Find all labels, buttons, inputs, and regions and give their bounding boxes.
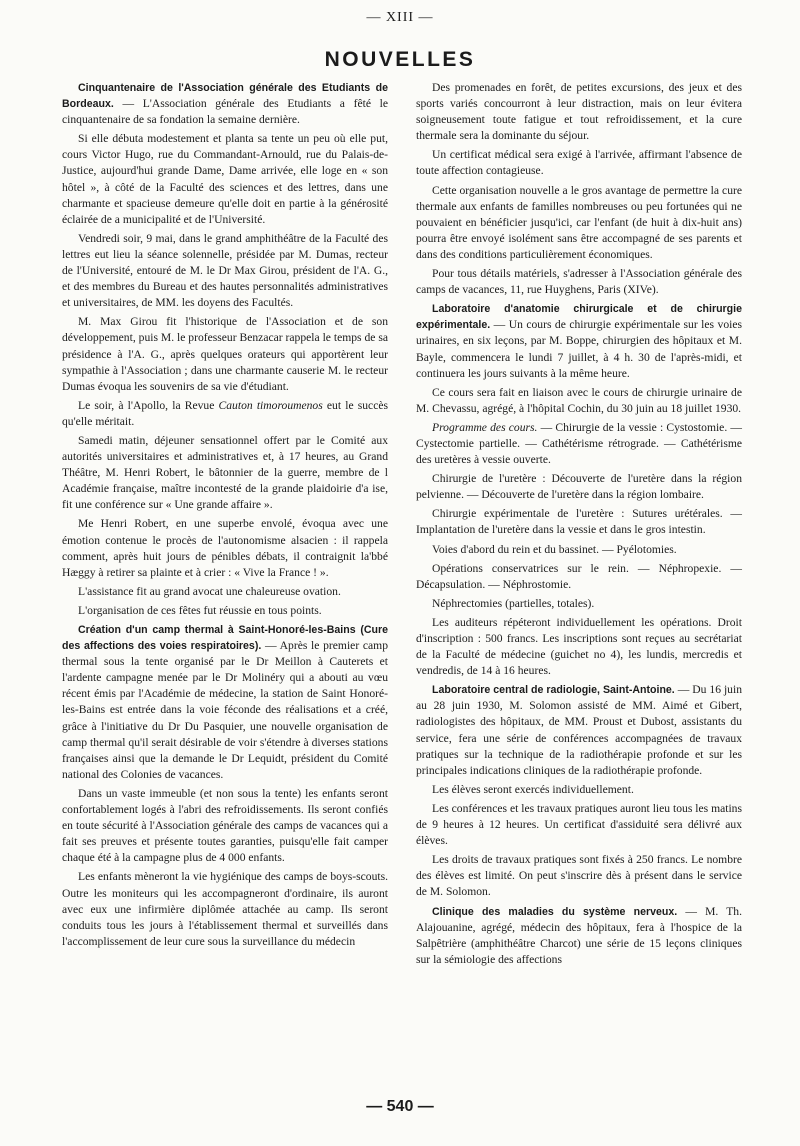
paragraph-text: — L'Association générale des Etudiants a fêté le cinquantenaire de sa fondation la semaine dernière. — [62, 97, 388, 127]
paragraph: Cette organisation nouvelle a le gros avantage de permettre la cure thermale aux enfants de familles nombreuses ou peu fortunées qui ne pouvaient en bénéficier jusqu'ici, car l'enfant (de huit à dix-huit ans) pourra être envoyé isolément sans être accompagné de ses parents et dans des conditions particulièrement économiques. — [416, 183, 742, 261]
paragraph: L'organisation de ces fêtes fut réussie en tous points. — [78, 603, 322, 617]
news-item-laboratoire-anatomie — [416, 301, 742, 381]
paragraph: Un certificat médical sera exigé à l'arrivée, affirmant l'absence de toute affection contagieuse. — [416, 148, 742, 178]
paragraph: Chirurgie de l'uretère : Découverte de l'uretère dans la région pelvienne. — Découverte de l'uretère dans la région lombaire. — [416, 472, 742, 502]
paragraph: Me Henri Robert, en une superbe envolé, évoqua avec une émotion contenue le procès de l'autonomisme alsacien : il rappela comment, après huit jours de pénibles débats, il contraignit la'bbé Hæggy à retirer sa plainte et à crier : « Vive la France ! ». — [62, 517, 388, 579]
paragraph: Les droits de travaux pratiques sont fixés à 250 francs. Le nombre des élèves est limité. On peut s'inscrire dès à présent dans le service de M. Solomon. — [416, 853, 742, 899]
paragraph: Voies d'abord du rein et du bassinet. — Pyélotomies. — [432, 542, 677, 556]
paragraph: L'assistance fit au grand avocat une chaleureuse ovation. — [78, 584, 341, 598]
news-item-clinique-nerveux — [416, 904, 742, 968]
paragraph: Chirurgie expérimentale de l'uretère : Sutures urétérales. — Implantation de l'uretère dans la vessie et dans le gros intestin. — [416, 507, 742, 537]
paragraph-text: — Du 16 juin au 28 juin 1930, M. Solomon assisté de MM. Aimé et Gibert, radiologistes des hôpitaux, de MM. Proust et Dubost, assistants du service, fera une série de conférences accompagnées de travaux pratiques sur la technique de la radiothérapie profonde et sur les principales indications cliniques de la radiothérapie profonde. — [416, 683, 742, 777]
news-heading: Laboratoire d'anatomie chirurgicale et de chirurgie expérimentale. — [416, 303, 742, 332]
paragraph: Les élèves seront exercés individuellement. — [432, 782, 634, 796]
paragraph: Des promenades en forêt, de petites excursions, des jeux et des sports variés concourront à leur distraction, mais on leur évitera soigneusement toute fatigue et tout refroidissement, et la cure thermale sera la dominante du séjour. — [416, 81, 742, 143]
roman-page-number: — XIII — — [366, 10, 434, 25]
paragraph: Dans un vaste immeuble (et non sous la tente) les enfants seront confortablement logés à l'abri des refroidissements. Ils seront confiés en toute sécurité à l'Association générale des camps de vacances qui a fait ses preuves et présente toutes garanties, puisqu'elle fait camper chaque été à la campagne plus de 4 000 enfants. — [62, 786, 388, 865]
news-heading: Laboratoire central de radiologie, Saint-Antoine. — [432, 684, 675, 697]
paragraph: Samedi matin, déjeuner sensationnel offert par le Comité aux autorités universitaires et administratives et, à 17 heures, au Grand Théâtre, M. Henri Robert, le bâtonnier de la guerre, membre de l Académie française, maître incontesté de la grande plaidoirie d'a ise, fit une conférence sur « Une grande affaire ». — [62, 433, 388, 512]
paragraph: Ce cours sera fait en liaison avec le cours de chirurgie urinaire de M. Chevassu, agrégé, à l'hôpital Cochin, du 30 juin au 18 juillet 1930. — [416, 385, 742, 415]
paragraph-text: — Chirurgie de la vessie : Cystostomie. — Cystectomie partielle. — Cathétérisme rétrograde. — Cathétérisme des uretères à vessie ouverte. — [416, 420, 742, 467]
paragraph-text: — M. Th. Alajouanine, agrégé, médecin des hôpitaux, fera à l'hospice de la Salpêtrière (amphithéâtre Charcot) une série de 15 leçons cliniques sur la sémiologie des affections — [416, 904, 742, 966]
paragraph-text: eut le succès qu'elle méritait. — [62, 398, 389, 428]
news-heading: Création d'un camp thermal à Saint-Honoré-les-Bains (Cure des affections des voies respiratoires). — [62, 624, 388, 653]
news-item-bordeaux — [62, 80, 388, 128]
paragraph — [416, 420, 742, 468]
paragraph: Pour tous détails matériels, s'adresser à l'Association générale des camps de vacances, 11, rue Huyghens, Paris (XIVe). — [416, 267, 742, 297]
paragraph-text: Le soir, à l'Apollo, la Revue — [78, 398, 219, 412]
paragraph: M. Max Girou fit l'historique de l'Association et de son développement, puis M. le professeur Benzacar rappela le temps de sa présidence à l'A. G., après quelques orateurs qui apportèrent leur sympathie à l'Association ; dans une charmante causerie M. le recteur Dumas évoqua les souvenirs de sa vie d'étudiant. — [62, 315, 388, 393]
paragraph: Si elle débuta modestement et planta sa tente un peu où elle put, cours Victor Hugo, rue du Commandant-Arnould, rue du Palais-de-Justice, aujourd'hui grande Dame, Dame arrivée, elle loge en « son hôtel », à côté de la Faculté des sciences et des lettres, dans une charmante et spacieuse demeure qu'elle doit en partie à la générosité éclairée de a municipalité et de l'Université. — [62, 132, 388, 226]
section-title: NOUVELLES — [324, 48, 476, 71]
revue-title: Cauton timoroumenos — [218, 398, 323, 412]
paragraph: Néphrectomies (partielles, totales). — [432, 596, 595, 610]
news-heading: Cinquantenaire de l'Association générale des Etudiants de Bordeaux. — [62, 82, 388, 111]
paragraph: Vendredi soir, 9 mai, dans le grand amphithéâtre de la Faculté des lettres eut lieu la séance solennelle, présidée par M. Dumas, recteur de l'Université, entouré de M. le Dr Max Girou, président de l'A. G., et des membres du Bureau et des hautes personnalités administratives et universitaires, de MM. les doyens des Facultés. — [62, 231, 388, 310]
page-number: — 540 — — [366, 1098, 434, 1115]
news-item-camp-thermal — [62, 622, 388, 783]
programme-label: Programme des cours. — [432, 420, 538, 434]
left-column — [62, 80, 388, 953]
news-heading: Clinique des maladies du système nerveux. — [432, 905, 678, 918]
paragraph-text: — Après le premier camp thermal sous la tente organisé par le Dr Meillon à Cauterets et l'ardente campagne menée par le Dr Molinéry qui a abouti au vœu récent émis par l'Académie de médecine, la station de Saint Honoré-les-Bains est entrée dans la voie féconde des réalisations et a créé, grâce à l'initiative du Dr Du Pasquier, une nouvelle organisation de camp thermal qu'il serait désirable de voir s'étendre à diverses stations françaises ainsi que la demande le Dr Lequidt, président du Comité national des Colonies de vacances. — [62, 639, 388, 781]
paragraph: Opérations conservatrices sur le rein. — Néphropexie. — Décapsulation. — Néphrostomie. — [416, 561, 742, 591]
paragraph-text: — Un cours de chirurgie expérimentale sur les voies urinaires, en six leçons, par M. Boppe, chirurgien des hôpitaux et M. Bayle, commencera le lundi 7 juillet, à 4 h. 30 de l'après-midi, et continuera les jours suivants à la même heure. — [416, 318, 742, 380]
news-item-radiologie — [416, 682, 742, 779]
paragraph: Les enfants mèneront la vie hygiénique des camps de boys-scouts. Outre les moniteurs qui les accompagneront d'ordinaire, ils auront avec eux une infirmière diplômée attachée au camp. Ils seront conduits tous les jours à l'établissement thermal et surveillés dans l'accomplissement de leur cure sous la surveillance du médecin — [62, 870, 388, 948]
paragraph — [62, 398, 388, 430]
paragraph: Les conférences et les travaux pratiques auront lieu tous les matins de 9 heures à 12 heures. Un certificat d'assiduité sera délivré aux élèves. — [416, 801, 742, 848]
paragraph: Les auditeurs répéteront individuellement les opérations. Droit d'inscription : 500 francs. Les inscriptions sont reçues au secrétariat de la Faculté de médecine (guichet no 4), les lundis, mercredis et vendredis, de 14 à 16 heures. — [416, 615, 742, 678]
right-column — [416, 80, 742, 971]
